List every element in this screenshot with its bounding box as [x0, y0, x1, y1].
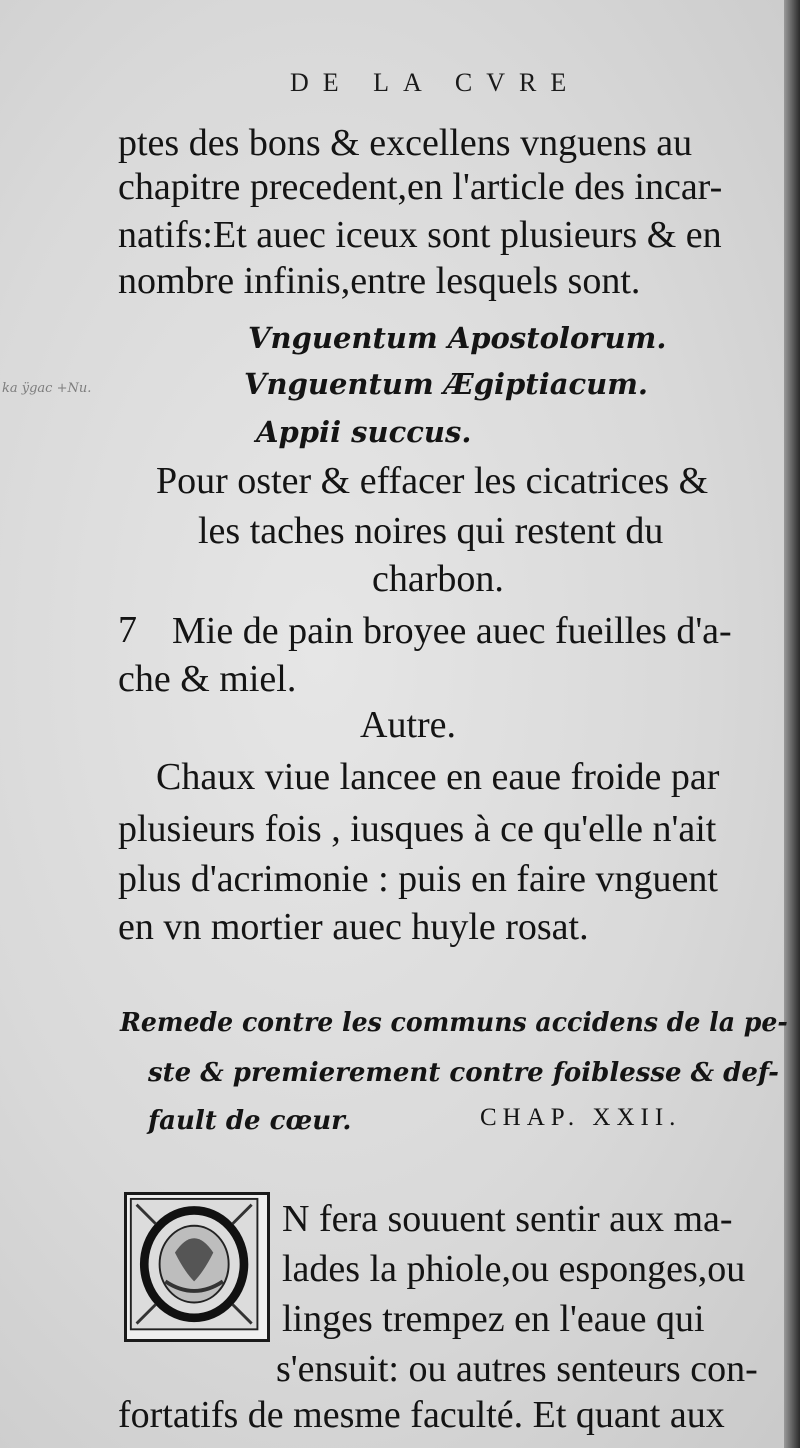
marginal-note: ka ÿgac +Nu. — [2, 381, 92, 396]
final-line-2: lades la phiole,ou esponges,ou — [282, 1248, 746, 1290]
cicatrices-line-2: les taches noires qui restent du — [198, 510, 664, 552]
chapter-label: CHAP. XXII. — [480, 1104, 682, 1131]
paragraph1-line-3: natifs:Et auec iceux sont plusieurs & en — [118, 214, 722, 256]
final-line-4: s'ensuit: ou autres senteurs con- — [276, 1348, 758, 1390]
running-head: DE LA CVRE — [290, 68, 581, 97]
item-number: 7 — [118, 609, 137, 651]
cicatrices-line-3: charbon. — [372, 558, 504, 600]
final-line-3: linges trempez en l'eaue qui — [282, 1298, 705, 1340]
final-line-1: N fera souuent sentir aux ma- — [282, 1198, 733, 1240]
recipe-unguentum-aegiptiacum: Vnguentum Ægiptiacum. — [244, 367, 649, 401]
decorated-initial-o — [124, 1192, 270, 1342]
paragraph1-line-2: chapitre precedent,en l'article des incar- — [118, 166, 723, 208]
paragraph1-line-1: ptes des bons & excellens vnguens au — [118, 122, 693, 164]
item7-line-1: Mie de pain broyee auec fueilles d'a- — [172, 610, 732, 652]
chaux-line-2: plusieurs fois , iusques à ce qu'elle n'ait — [118, 808, 717, 850]
chapter-title-line-2: ste & premierement contre foiblesse & def- — [148, 1058, 779, 1088]
final-line-5: fortatifs de mesme faculté. Et quant aux — [118, 1394, 725, 1436]
item7-line-2: che & miel. — [118, 658, 297, 700]
recipe-appii-succus: Appii succus. — [256, 415, 472, 449]
chapter-title-line-1: Remede contre les communs accidens de la pe- — [120, 1008, 788, 1038]
cicatrices-line-1: Pour oster & effacer les cicatrices & — [156, 460, 709, 502]
ornament-initial-icon — [127, 1195, 267, 1339]
chaux-line-4: en vn mortier auec huyle rosat. — [118, 906, 589, 948]
paragraph1-line-4: nombre infinis,entre lesquels sont. — [118, 260, 641, 302]
chaux-line-1: Chaux viue lancee en eaue froide par — [156, 756, 720, 798]
recipe-unguentum-apostolorum: Vnguentum Apostolorum. — [248, 321, 667, 355]
chaux-line-3: plus d'acrimonie : puis en faire vnguent — [118, 858, 718, 900]
autre-heading: Autre. — [360, 704, 457, 746]
page-gutter-shadow — [784, 0, 800, 1448]
chapter-title-line-3: fault de cœur. — [148, 1106, 352, 1136]
